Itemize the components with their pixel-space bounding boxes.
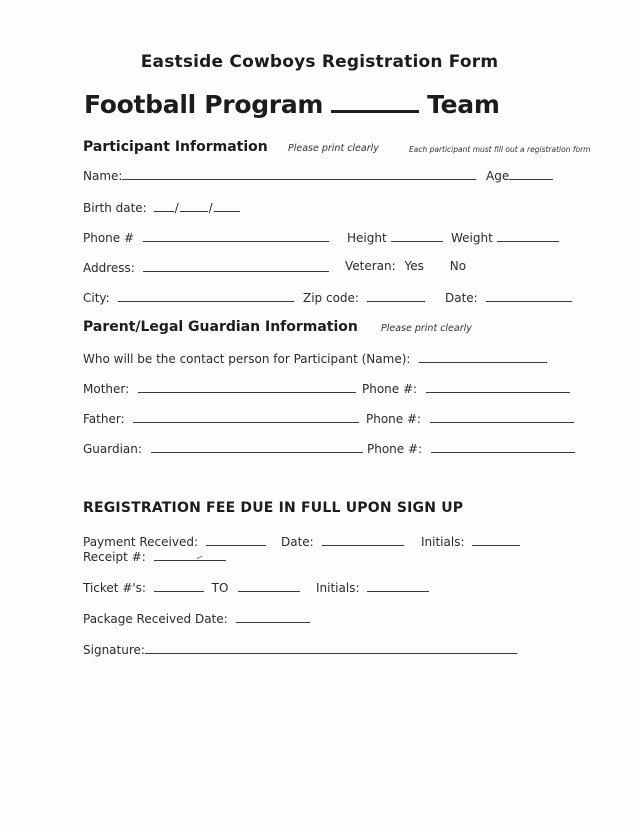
participant-date-row	[445, 289, 572, 305]
payment-field[interactable]	[206, 533, 266, 546]
participant-date-field[interactable]	[486, 289, 572, 302]
tickets-to-label: TO	[211, 581, 229, 595]
name-label: Name:	[83, 169, 123, 183]
package-label: Package Received Date:	[83, 612, 228, 626]
participant-print-note: Please print clearly	[288, 143, 379, 154]
package-row	[83, 610, 310, 626]
signature-row	[83, 641, 517, 657]
city-row	[83, 289, 294, 305]
birth-date-sep-2: /	[208, 201, 213, 215]
signature-label: Signature:	[83, 643, 145, 657]
tickets-label: Ticket #'s:	[83, 581, 146, 595]
height-field[interactable]	[391, 229, 443, 242]
fee-heading: REGISTRATION FEE DUE IN FULL UPON SIGN UP	[83, 500, 464, 516]
contact-label: Who will be the contact person for Participant (Name):	[83, 352, 411, 366]
name-field[interactable]	[122, 167, 476, 180]
address-field[interactable]	[143, 259, 329, 272]
guardian-phone-row	[367, 440, 575, 456]
payment-row	[83, 533, 266, 549]
mother-phone-label: Phone #:	[362, 382, 418, 396]
form-title: Eastside Cowboys Registration Form	[140, 52, 499, 72]
mother-phone-row	[362, 380, 570, 396]
program-title-left: Football Program	[84, 90, 324, 119]
mother-field[interactable]	[138, 380, 356, 393]
veteran-no-option[interactable]: No	[449, 259, 467, 273]
name-row	[83, 167, 476, 183]
height-label: Height	[347, 231, 387, 245]
receipt-field[interactable]	[154, 548, 226, 561]
guardian-row	[83, 440, 363, 456]
participant-date-label: Date:	[445, 291, 478, 305]
age-field[interactable]	[509, 167, 553, 180]
phone-row	[83, 229, 329, 245]
birth-date-sep-1: /	[174, 201, 179, 215]
participant-each-note: Each participant must fill out a registration form	[409, 145, 591, 154]
fee-initials-label: Initials:	[421, 535, 465, 549]
address-row	[83, 259, 329, 275]
ticket-initials-field[interactable]	[367, 579, 429, 592]
father-field[interactable]	[133, 410, 359, 423]
fee-initials-row	[421, 533, 520, 549]
contact-field[interactable]	[419, 350, 547, 363]
receipt-row	[83, 548, 232, 564]
age-label: Age	[486, 169, 510, 183]
guardian-label: Guardian:	[83, 442, 142, 456]
birth-month-field[interactable]	[154, 199, 174, 212]
fee-date-field[interactable]	[322, 533, 404, 546]
city-label: City:	[83, 291, 110, 305]
city-field[interactable]	[118, 289, 294, 302]
program-title	[84, 88, 500, 119]
fee-date-label: Date:	[281, 535, 314, 549]
age-row	[486, 167, 553, 183]
signature-field[interactable]	[145, 641, 517, 654]
father-phone-label: Phone #:	[366, 412, 422, 426]
address-label: Address:	[83, 261, 135, 275]
payment-label: Payment Received:	[83, 535, 198, 549]
birth-date-label: Birth date:	[83, 201, 147, 215]
birth-date-row	[83, 199, 240, 215]
receipt-label: Receipt #:	[83, 550, 146, 564]
zip-label: Zip code:	[303, 291, 359, 305]
guardian-phone-field[interactable]	[431, 440, 575, 453]
ticket-initials-row	[316, 579, 429, 595]
fee-initials-field[interactable]	[472, 533, 520, 546]
team-name-blank[interactable]	[331, 88, 419, 113]
zip-row	[303, 289, 425, 305]
height-row	[347, 229, 443, 245]
phone-label: Phone #	[83, 231, 135, 245]
weight-label: Weight	[451, 231, 493, 245]
father-row	[83, 410, 359, 426]
father-label: Father:	[83, 412, 125, 426]
participant-heading: Participant Information	[83, 139, 268, 155]
mother-label: Mother:	[83, 382, 130, 396]
guardian-field[interactable]	[151, 440, 363, 453]
birth-day-field[interactable]	[180, 199, 208, 212]
phone-field[interactable]	[143, 229, 329, 242]
package-date-field[interactable]	[236, 610, 310, 623]
veteran-row	[345, 259, 466, 273]
zip-field[interactable]	[367, 289, 425, 302]
weight-field[interactable]	[497, 229, 559, 242]
contact-row	[83, 350, 547, 366]
ticket-start-field[interactable]	[154, 579, 204, 592]
ticket-end-field[interactable]	[238, 579, 300, 592]
guardian-print-note: Please print clearly	[381, 323, 472, 334]
guardian-phone-label: Phone #:	[367, 442, 423, 456]
weight-row	[451, 229, 559, 245]
mother-phone-field[interactable]	[426, 380, 570, 393]
guardian-heading: Parent/Legal Guardian Information	[83, 319, 358, 335]
program-title-right: Team	[427, 90, 500, 119]
birth-year-field[interactable]	[214, 199, 240, 212]
veteran-label: Veteran:	[345, 259, 396, 273]
father-phone-field[interactable]	[430, 410, 574, 423]
veteran-yes-option[interactable]: Yes	[404, 259, 424, 273]
fee-date-row	[281, 533, 404, 549]
mother-row	[83, 380, 356, 396]
tickets-row	[83, 579, 300, 595]
father-phone-row	[366, 410, 574, 426]
ticket-initials-label: Initials:	[316, 581, 360, 595]
